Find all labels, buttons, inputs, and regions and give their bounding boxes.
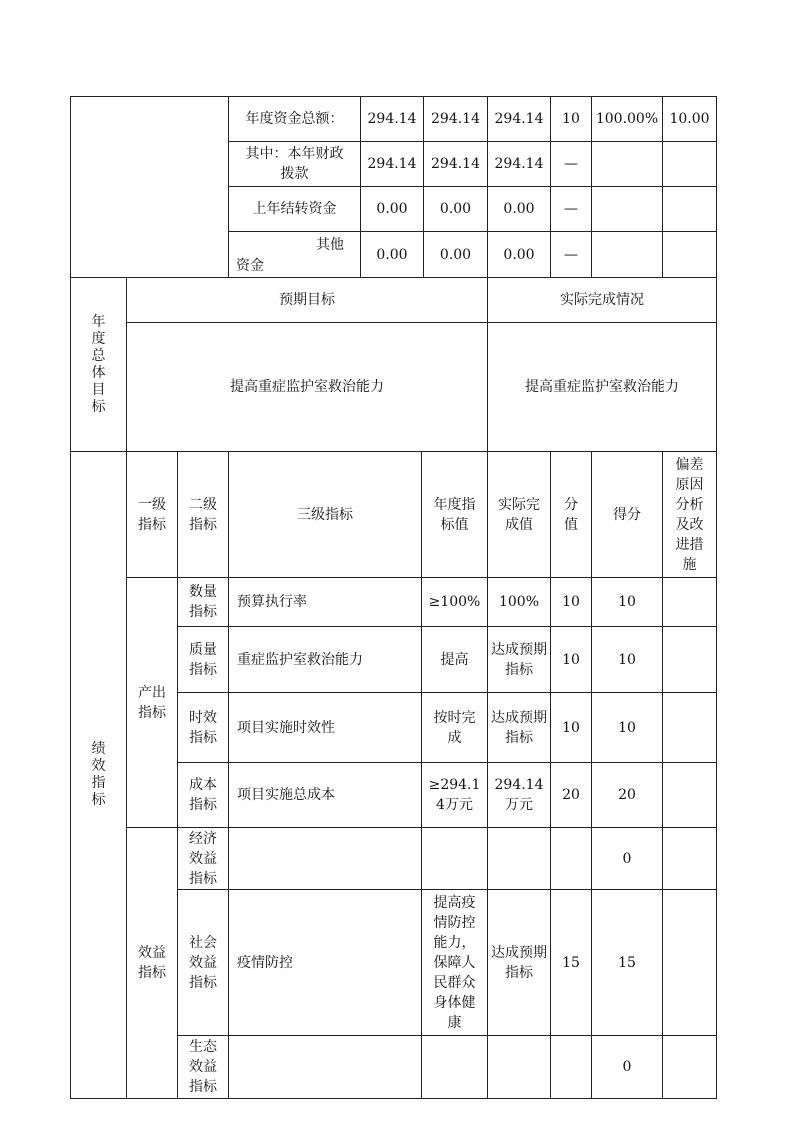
row-economic-level2-text: 经济效益指标 (189, 830, 217, 887)
group-benefit-text: 效益指标 (138, 945, 166, 981)
funds-total-v3: 294.14 (494, 111, 544, 127)
row-quality-level2-text: 质量指标 (189, 641, 217, 678)
row-timeliness-target-text: 按时完成 (433, 709, 476, 746)
row-cost-level2 (178, 763, 228, 827)
row-timeliness-actual (488, 693, 550, 762)
row-social-target (422, 890, 487, 1035)
group-output-text: 产出指标 (138, 684, 166, 721)
row-cost-actual-text: 294.14万元 (494, 777, 544, 813)
goal-actual-text: 提高重症监护室救治能力 (525, 379, 679, 395)
funds-other-v2: 0.00 (439, 246, 472, 263)
row-cost-actual (488, 763, 550, 827)
funds-current-v1: 294.14 (367, 156, 417, 172)
row-cost-score: 20 (562, 787, 580, 803)
row-quantity-got: 10 (618, 594, 636, 610)
row-timeliness-level2-text: 时效指标 (189, 709, 217, 746)
row-cost-reason (663, 763, 716, 827)
funds-other-v1: 0.00 (376, 246, 408, 263)
row-economic-level2 (178, 828, 228, 889)
row-economic-target (422, 828, 487, 889)
header-reason-text: 偏差原因分析及改进措施 (675, 456, 704, 573)
table-line (70, 1098, 717, 1099)
funds-other-rate (592, 232, 662, 277)
row-economic-got: 0 (622, 850, 632, 867)
row-cost-target (422, 763, 487, 827)
row-social-target-text: 提高疫情防控能力，保障人民群众身体健康 (433, 894, 476, 1031)
goal-expected-header: 预期目标 (279, 292, 335, 308)
funds-total-v1: 294.14 (367, 111, 417, 127)
funds-current-rate (592, 142, 662, 186)
funds-other-score: — (564, 246, 578, 263)
funds-carryover-score: — (564, 201, 578, 217)
header-level1 (127, 452, 177, 577)
row-ecological-reason (663, 1036, 716, 1098)
row-quantity-level3: 预算执行率 (237, 594, 307, 610)
group-benefit (127, 828, 177, 1098)
row-cost-level3: 项目实施总成本 (237, 787, 335, 803)
funds-total-rate: 100.00% (595, 111, 659, 127)
row-ecological-level3 (229, 1036, 421, 1098)
header-level2 (178, 452, 228, 577)
perf-section-label (71, 452, 126, 1098)
row-quality-actual (488, 627, 550, 692)
row-ecological-got: 0 (622, 1059, 632, 1075)
funds-other-label-b: 资金 (236, 258, 264, 274)
row-quantity-target: ≥100% (428, 594, 481, 610)
funds-total-label: 年度资金总额： (245, 111, 344, 127)
header-reason (663, 452, 716, 577)
row-quantity-score: 10 (562, 594, 580, 610)
row-economic-score (551, 828, 591, 889)
row-quantity-level2 (178, 578, 228, 626)
row-quality-target: 提高 (440, 651, 469, 668)
row-cost-level2-text: 成本指标 (189, 777, 217, 813)
row-social-score: 15 (562, 954, 580, 971)
row-quantity-actual: 100% (498, 594, 540, 610)
goal-section-label-text: 年度总体目标 (91, 313, 106, 415)
row-ecological-level2-text: 生态效益指标 (189, 1039, 217, 1095)
row-social-level3: 疫情防控 (237, 954, 293, 971)
row-economic-reason (663, 828, 716, 889)
row-quality-level2 (178, 627, 228, 692)
row-ecological-score (551, 1036, 591, 1098)
header-level1-text: 一级指标 (138, 496, 166, 533)
row-ecological-level2 (178, 1036, 228, 1098)
header-actual-text: 实际完成值 (498, 496, 540, 533)
funds-current-v2: 294.14 (431, 156, 480, 172)
goal-expected-text: 提高重症监护室救治能力 (230, 379, 384, 395)
row-timeliness-level2 (178, 693, 228, 762)
row-quantity-level2-text: 数量指标 (189, 584, 217, 620)
header-score-text: 分值 (564, 496, 578, 533)
funds-other-label-a: 其他 (316, 237, 344, 253)
funds-carryover-v1: 0.00 (376, 201, 408, 217)
row-cost-target-text: ≥294.14万元 (428, 777, 481, 813)
row-ecological-target (422, 1036, 487, 1098)
funds-carryover-rate (592, 187, 662, 231)
row-timeliness-level3: 项目实施时效性 (237, 719, 335, 736)
row-ecological-actual (488, 1036, 550, 1098)
funds-current-label (229, 142, 360, 186)
row-timeliness-target (422, 693, 487, 762)
row-social-level2-text: 社会效益指标 (189, 934, 217, 991)
header-level3: 三级指标 (297, 506, 353, 523)
funds-current-label-text: 其中：本年财政拨款 (245, 146, 344, 182)
group-output (127, 578, 177, 827)
row-quantity-reason (663, 578, 716, 626)
row-timeliness-got: 10 (618, 719, 636, 736)
row-quality-score: 10 (562, 651, 580, 668)
row-social-level2 (178, 890, 228, 1035)
funds-total-score: 10 (562, 111, 580, 127)
funds-carryover-got (663, 187, 716, 231)
funds-total-got: 10.00 (669, 111, 710, 127)
funds-other-got (663, 232, 716, 277)
table-line (716, 96, 717, 1098)
funds-other-v3: 0.00 (503, 246, 535, 263)
row-quality-level3: 重症监护室救治能力 (237, 651, 363, 668)
row-social-reason (663, 890, 716, 1035)
row-timeliness-score: 10 (562, 719, 580, 736)
header-target-text: 年度指标值 (433, 496, 476, 533)
goal-section-label (71, 278, 126, 451)
header-actual (488, 452, 550, 577)
row-social-actual (488, 890, 550, 1035)
row-economic-actual (488, 828, 550, 889)
header-level2-text: 二级指标 (189, 496, 217, 533)
funds-carryover-v3: 0.00 (503, 201, 535, 217)
row-timeliness-actual-text: 达成预期指标 (491, 709, 547, 746)
goal-actual-header: 实际完成情况 (560, 292, 644, 308)
row-timeliness-reason (663, 693, 716, 762)
funds-current-got (663, 142, 716, 186)
header-score (551, 452, 591, 577)
row-quality-got: 10 (618, 651, 636, 668)
row-social-got: 15 (618, 954, 636, 971)
row-quality-reason (663, 627, 716, 692)
perf-section-label-text: 绩效指标 (91, 741, 106, 808)
header-got: 得分 (613, 506, 641, 523)
funds-carryover-label: 上年结转资金 (252, 201, 337, 217)
funds-current-v3: 294.14 (494, 156, 544, 172)
funds-carryover-v2: 0.00 (439, 201, 472, 217)
row-social-actual-text: 达成预期指标 (491, 944, 547, 981)
funds-total-v2: 294.14 (431, 111, 480, 127)
header-target (422, 452, 487, 577)
funds-current-score: — (564, 156, 578, 172)
row-economic-level3 (229, 828, 421, 889)
row-quality-actual-text: 达成预期指标 (491, 641, 547, 678)
row-cost-got: 20 (618, 787, 636, 803)
